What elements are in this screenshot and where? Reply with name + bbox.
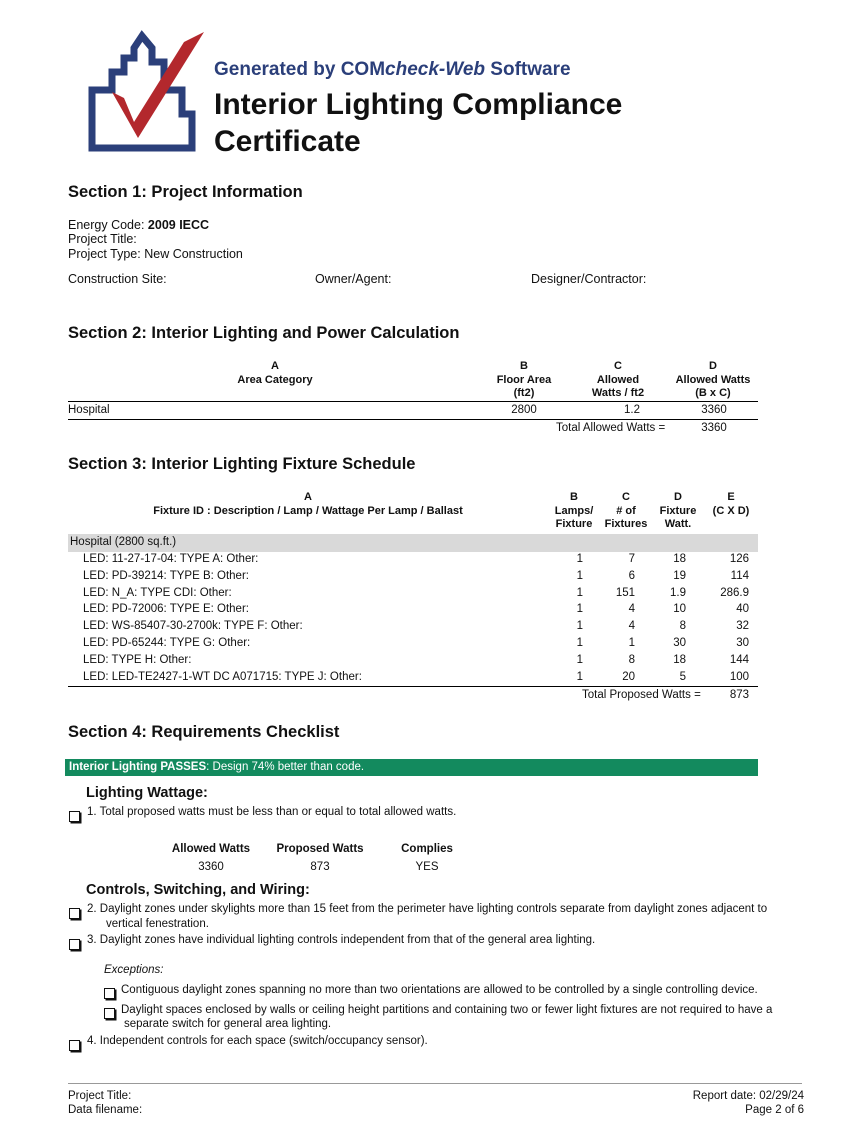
floor-area-cell: 2800 (511, 404, 537, 416)
fixture-lamps-cell: 1 (576, 670, 583, 683)
fixture-count-cell: 20 (622, 670, 635, 683)
fixture-desc-cell: LED: N_A: TYPE CDI: Other: (83, 586, 232, 599)
checkbox-item3[interactable] (69, 939, 80, 950)
house-check-icon (88, 28, 206, 152)
fixture-count-cell: 4 (628, 603, 635, 616)
fixture-total-cell: 286.9 (720, 586, 749, 599)
table-row (68, 603, 758, 620)
footer-divider (68, 1083, 802, 1084)
col-lamps-header: B Lamps/ Fixture (554, 491, 594, 530)
fixture-lamps-cell: 1 (576, 553, 583, 565)
fixture-total-cell: 126 (729, 553, 749, 565)
proposed-watts-label: Proposed Watts (276, 843, 364, 855)
fixture-desc-cell: LED: PD-39214: TYPE B: Other: (83, 569, 249, 582)
col-fixture-watt-header: D Fixture Watt. (659, 491, 697, 530)
fixture-count-cell: 4 (628, 620, 635, 633)
proposed-watts-value: 873 (310, 861, 330, 873)
exception1-text: Contiguous daylight zones spanning no more than two orientations are allowed to be controlled by a single controlling device. (121, 984, 758, 996)
fixture-total-cell: 114 (730, 569, 749, 582)
construction-site-label: Construction Site: (68, 272, 167, 286)
group-row (68, 534, 758, 552)
complies-value: YES (415, 861, 439, 873)
owner-agent-label: Owner/Agent: (315, 272, 392, 286)
fixture-lamps-cell: 1 (576, 569, 583, 582)
item2-text-line1: 2. Daylight zones under skylights more than 15 feet from the perimeter have lighting controls separate from daylight zones adjacent to (87, 903, 768, 915)
fixture-lamps-cell: 1 (576, 653, 583, 666)
item2-text-line2: vertical fenestration. (106, 918, 209, 930)
fixture-watts-cell: 8 (679, 620, 686, 633)
fixture-desc-cell: LED: PD-72006: TYPE E: Other: (83, 603, 249, 616)
table-row (68, 570, 758, 587)
area-category-cell: Hospital (68, 404, 110, 416)
fixture-total-cell: 100 (729, 670, 749, 683)
col-total-header: E (C X D) (712, 491, 750, 517)
fixture-lamps-cell: 1 (576, 637, 583, 649)
fixture-total-cell: 144 (729, 653, 749, 666)
table-row (68, 587, 758, 604)
fixture-desc-cell: LED: 11-27-17-04: TYPE A: Other: (83, 553, 259, 565)
fixture-desc-cell: LED: LED-TE2427-1-WT DC A071715: TYPE J: Other: (83, 670, 362, 683)
section2-heading: Section 2: Interior Lighting and Power Calculation (68, 324, 460, 342)
table-divider (68, 401, 758, 402)
section1-heading: Section 1: Project Information (68, 183, 303, 201)
project-type: Project Type: New Construction (68, 247, 243, 261)
allowed-watts-cell: 3360 (701, 404, 727, 416)
exceptions-label: Exceptions: (104, 964, 164, 976)
table-row (68, 637, 758, 654)
energy-code: Energy Code: 2009 IECC (68, 218, 210, 232)
col-floor-area-header: B Floor Area (ft2) (496, 360, 552, 399)
footer-report-date: Report date: 02/29/24 (692, 1090, 804, 1102)
col-area-category-header: A Area Category (237, 360, 313, 386)
total-allowed-watts-label: Total Allowed Watts = (556, 422, 666, 434)
allowed-watts-label: Allowed Watts (171, 843, 251, 855)
table-divider (68, 419, 758, 420)
checkbox-exception1[interactable] (104, 988, 115, 999)
controls-heading: Controls, Switching, and Wiring: (86, 882, 310, 898)
section4-heading: Section 4: Requirements Checklist (68, 723, 340, 741)
fixture-watts-cell: 18 (673, 553, 686, 565)
fixture-count-cell: 6 (628, 569, 635, 582)
table-row (68, 620, 758, 637)
total-proposed-watts-value: 873 (729, 689, 749, 701)
fixture-watts-cell: 18 (673, 653, 686, 666)
fixture-total-cell: 40 (736, 603, 749, 616)
fixture-count-cell: 151 (615, 586, 635, 599)
table-row (68, 553, 758, 570)
fixture-lamps-cell: 1 (576, 603, 583, 616)
allowed-watts-value: 3360 (198, 861, 224, 873)
item4-text: 4. Independent controls for each space (switch/occupancy sensor). (87, 1035, 428, 1047)
fixture-total-cell: 30 (736, 637, 749, 649)
fixture-watts-cell: 30 (673, 637, 686, 649)
checkbox-item4[interactable] (69, 1040, 80, 1051)
item1-text: 1. Total proposed watts must be less than or equal to total allowed watts. (87, 806, 457, 818)
fixture-desc-cell: LED: PD-65244: TYPE G: Other: (83, 637, 251, 649)
fixture-watts-cell: 19 (673, 569, 686, 582)
fixture-watts-cell: 5 (679, 670, 686, 683)
fixture-count-cell: 1 (628, 637, 635, 649)
fixture-desc-cell: LED: WS-85407-30-2700k: TYPE F: Other: (83, 620, 303, 633)
lighting-wattage-heading: Lighting Wattage: (86, 785, 208, 801)
footer-page-number: Page 2 of 6 (745, 1104, 804, 1116)
generated-by-text: Generated by COMcheck-Web Software (214, 59, 571, 80)
col-fixtures-header: C # of Fixtures (604, 491, 648, 530)
table-row (68, 654, 758, 671)
col-allowed-watts-ft2-header: C Allowed Watts / ft2 (591, 360, 645, 399)
designer-contractor-label: Designer/Contractor: (531, 272, 647, 286)
comcheck-logo (88, 28, 206, 152)
fixture-lamps-cell: 1 (576, 620, 583, 633)
fixture-desc-cell: LED: TYPE H: Other: (83, 653, 192, 666)
footer-project-title: Project Title: (68, 1090, 132, 1102)
fixture-watts-cell: 10 (673, 603, 686, 616)
total-allowed-watts-value: 3360 (701, 422, 727, 434)
checkbox-item2[interactable] (69, 908, 80, 919)
col-allowed-watts-header: D Allowed Watts (B x C) (675, 360, 751, 399)
table-divider (68, 686, 758, 687)
fixture-total-cell: 32 (736, 620, 749, 633)
col-fixture-id-header: A Fixture ID : Description / Lamp / Wattage Per Lamp / Ballast (153, 491, 463, 517)
checkbox-exception2[interactable] (104, 1008, 115, 1019)
fixture-lamps-cell: 1 (576, 586, 583, 599)
total-proposed-watts-label: Total Proposed Watts = (582, 689, 701, 701)
footer-data-filename: Data filename: (68, 1104, 143, 1116)
exception2-text-line2: separate switch for general area lighting. (124, 1018, 332, 1030)
complies-label: Complies (401, 843, 453, 855)
checkbox-item1[interactable] (69, 811, 80, 822)
watts-per-ft2-cell: 1.2 (624, 404, 640, 416)
fixture-watts-cell: 1.9 (670, 586, 686, 599)
exception2-text-line1: Daylight spaces enclosed by walls or ceiling height partitions and containing two or fewer light fixtures are not required to have a (121, 1004, 773, 1016)
item3-text: 3. Daylight zones have individual lighting controls independent from that of the general area lighting. (87, 934, 596, 946)
section3-heading: Section 3: Interior Lighting Fixture Schedule (68, 455, 416, 473)
page-title: Interior Lighting Compliance Certificate (214, 88, 623, 158)
group-label: Hospital (2800 sq.ft.) (70, 536, 177, 548)
fixture-count-cell: 8 (628, 653, 635, 666)
pass-banner: Interior Lighting PASSES: Design 74% better than code. (65, 759, 758, 776)
fixture-count-cell: 7 (628, 553, 635, 565)
project-title: Project Title: (68, 232, 137, 246)
